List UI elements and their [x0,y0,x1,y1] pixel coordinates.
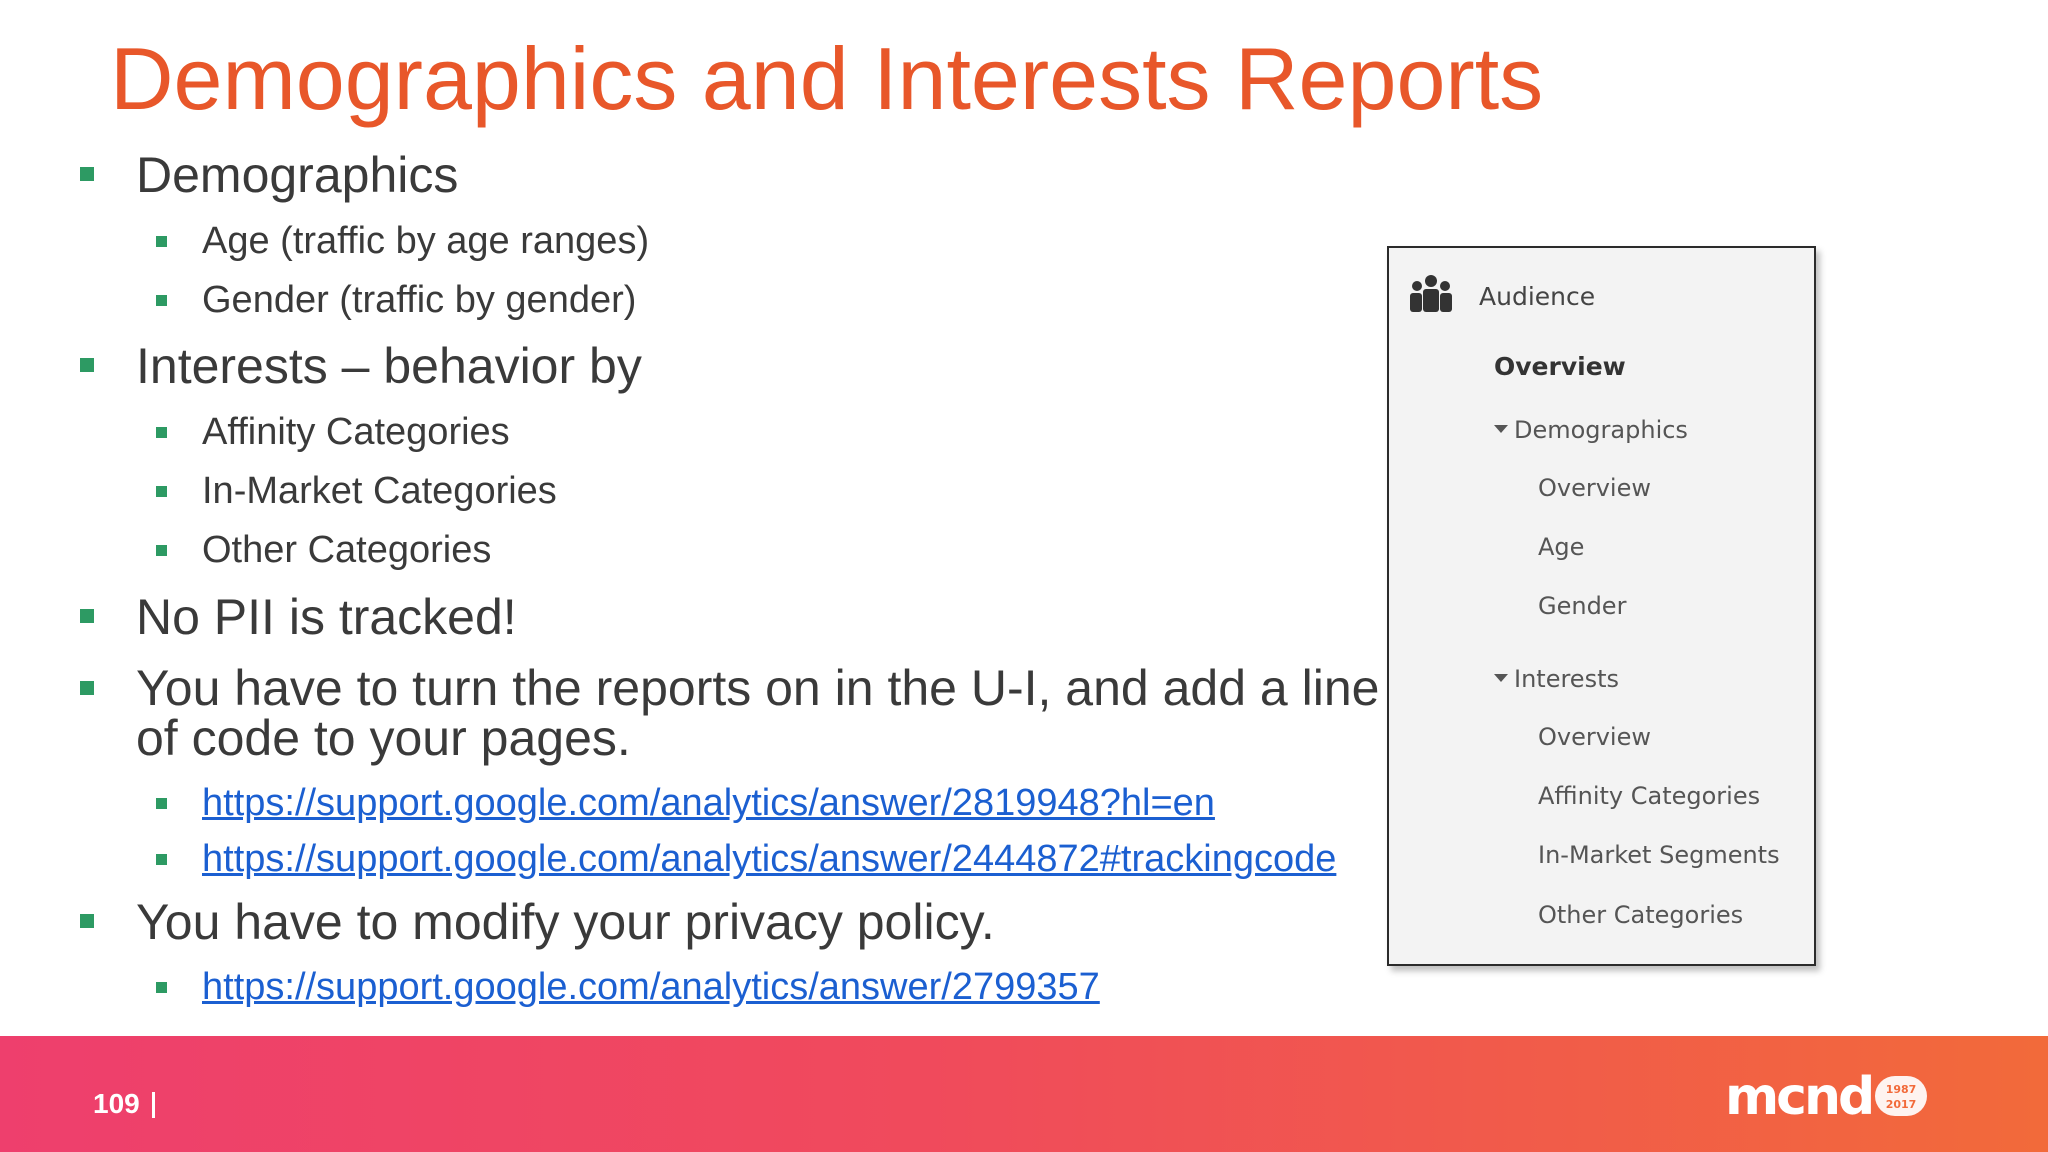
bullet-other: Other Categories [156,529,491,572]
mcnd-logo [1725,1066,1935,1126]
caret-down-icon [1494,674,1508,682]
support-link-3[interactable]: https://support.google.com/analytics/answer/2799357 [202,966,1100,1008]
analytics-nav-panel [1387,246,1816,966]
bullet-marker [80,167,94,181]
nav-overview[interactable]: Overview [1494,352,1626,381]
bullet-in-market: In-Market Categories [156,470,557,513]
nav-affinity-categories[interactable]: Affinity Categories [1538,782,1761,810]
nav-other-categories[interactable]: Other Categories [1538,901,1744,929]
bullet-marker [80,914,94,928]
bullet-link-2[interactable] [156,838,1336,881]
caret-down-icon [1494,425,1508,433]
logo-year-start: 1987 [1885,1083,1917,1096]
support-link-2[interactable]: https://support.google.com/analytics/answer/2444872#trackingcode [202,838,1337,880]
nav-demographics[interactable]: Demographics [1494,416,1688,444]
bullet-privacy: You have to modify your privacy policy. [80,893,995,951]
bullet-no-pii: No PII is tracked! [80,588,517,646]
nav-interests-overview[interactable]: Overview [1538,723,1651,751]
bullet-age: Age (traffic by age ranges) [156,220,649,263]
bullet-marker [156,982,167,993]
page-number-divider [152,1092,155,1118]
support-link-1[interactable]: https://support.google.com/analytics/answer/2819948?hl=en [202,782,1215,824]
bullet-gender: Gender (traffic by gender) [156,279,636,322]
bullet-interests: Interests – behavior by [80,337,642,395]
nav-interests[interactable]: Interests [1494,665,1619,693]
nav-gender[interactable]: Gender [1538,592,1627,620]
logo-text: mcnd [1725,1067,1873,1126]
bullet-affinity: Affinity Categories [156,411,510,454]
nav-age[interactable]: Age [1538,533,1585,561]
bullet-marker [156,236,167,247]
audience-icon [1409,274,1453,314]
page-number: 109 [93,1088,140,1119]
bullet-marker [156,427,167,438]
bullet-marker [156,486,167,497]
nav-demographics-overview[interactable]: Overview [1538,474,1651,502]
nav-audience[interactable]: Audience [1479,282,1596,311]
bullet-marker [80,681,94,695]
slide-title: Demographics and Interests Reports [110,29,1544,128]
bullet-marker [80,358,94,372]
bullet-demographics: Demographics [80,146,458,204]
bullet-marker [156,854,167,865]
bullet-link-3[interactable] [156,966,1100,1009]
bullet-marker [156,295,167,306]
logo-year-end: 2017 [1885,1098,1917,1111]
bullet-turn-on-reports: You have to turn the reports on in the U-I, and add a line of code to your pages. [80,663,1396,763]
bullet-marker [156,798,167,809]
bullet-link-1[interactable] [156,782,1215,825]
bullet-marker [80,609,94,623]
bullet-marker [156,545,167,556]
nav-in-market-segments[interactable]: In-Market Segments [1538,841,1780,869]
